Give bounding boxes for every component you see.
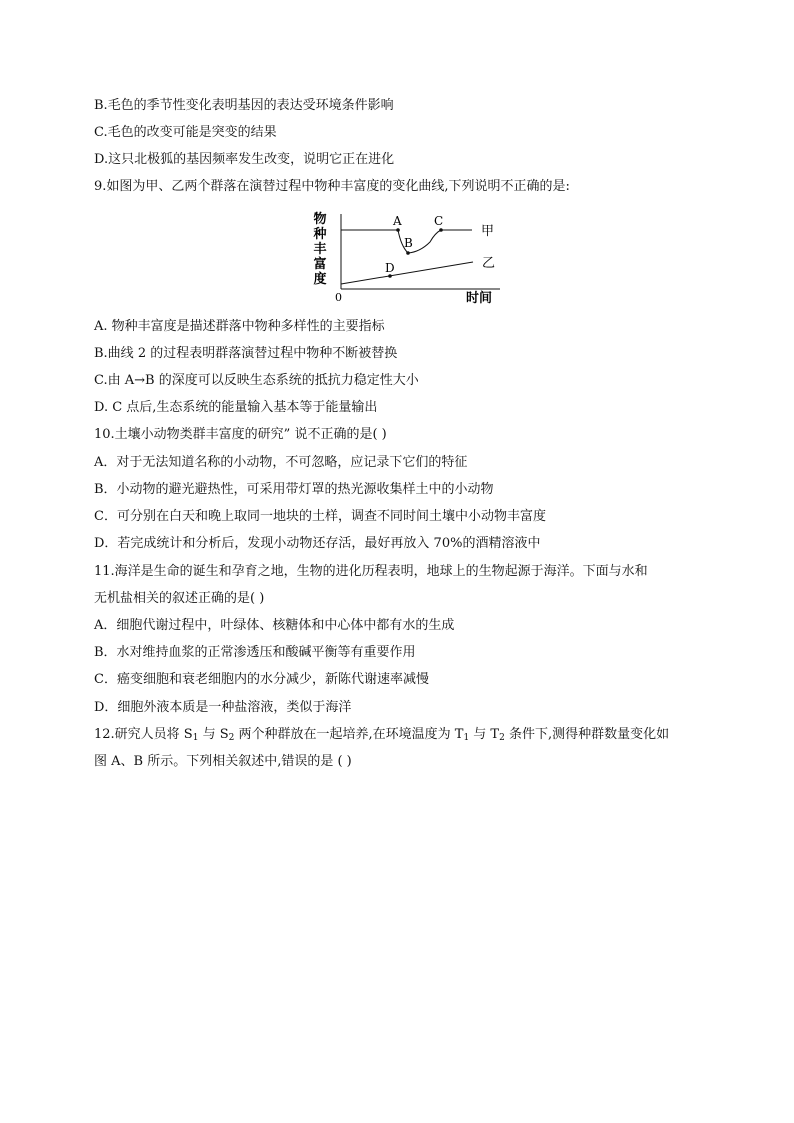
y-label-char: 富 (313, 257, 327, 272)
point-d-label: D (385, 261, 395, 275)
point-c-label: C (434, 214, 444, 228)
y-label-char: 丰 (313, 242, 327, 257)
richness-curve-svg (300, 206, 520, 306)
option-a-q9: A. 物种丰富度是描述群落中物种多样性的主要指标 (94, 319, 385, 334)
q12-subscript: 1 (463, 733, 470, 743)
option-d-q11: D．细胞外液本质是一种盐溶液，类似于海洋 (94, 700, 352, 715)
q12-subscript: 1 (192, 733, 199, 743)
option-b-q8: B.毛色的季节性变化表明基因的表达受环境条件影响 (94, 98, 394, 113)
point-a-label: A (393, 214, 402, 228)
option-a-q10: A．对于无法知道名称的小动物，不可忽略，应记录下它们的特征 (94, 455, 468, 470)
q12-text: 与 S (198, 727, 229, 742)
q12-text: 两个种群放在一起培养,在环境温度为 T (234, 727, 464, 742)
y-label-char: 种 (313, 227, 327, 242)
option-d-q8: D.这只北极狐的基因频率发生改变，说明它正在进化 (94, 152, 395, 167)
curve-yi-label: 乙 (482, 256, 496, 271)
x-axis-label: 时间 (466, 291, 493, 306)
option-b-q11: B．水对维持血浆的正常渗透压和酸碱平衡等有重要作用 (94, 645, 416, 660)
origin-label: 0 (335, 291, 342, 304)
question-10: 10.土壤小动物类群丰富度的研究” 说不正确的是( ) (94, 427, 387, 442)
question-12-line-2: 图 A、B 所示。下列相关叙述中,错误的是 ( ) (94, 754, 352, 769)
question-11-line-2: 无机盐相关的叙述正确的是( ) (94, 591, 265, 606)
option-c-q11: C．癌变细胞和衰老细胞内的水分减少，新陈代谢速率减慢 (94, 672, 429, 687)
y-label-char: 物 (313, 212, 327, 227)
point-b-label: B (404, 236, 413, 250)
option-b-q9: B.曲线 2 的过程表明群落演替过程中物种不断被替换 (94, 346, 398, 361)
option-c-q9: C.由 A→B 的深度可以反映生态系统的抵抗力稳定性大小 (94, 373, 419, 388)
option-a-q11: A．细胞代谢过程中，叶绿体、核糖体和中心体中都有水的生成 (94, 618, 455, 633)
q12-text: 与 T (469, 727, 500, 742)
option-d-q9: D. C 点后,生态系统的能量输入基本等于能量输出 (94, 400, 378, 415)
curve-jia-label: 甲 (481, 224, 495, 239)
question-9: 9.如图为甲、乙两个群落在演替过程中物种丰富度的变化曲线,下列说明不正确的是: (94, 179, 570, 194)
q12-subscript: 2 (499, 733, 505, 743)
question-12-line-1 (94, 725, 669, 748)
point-b-dot (406, 251, 410, 255)
curve-yi (341, 262, 473, 284)
option-c-q10: C．可分别在白天和晚上取同一地块的土样，调查不同时间土壤中小动物丰富度 (94, 509, 546, 524)
q12-text: 条件下,测得种群数量变化如 (504, 727, 670, 742)
q12-subscript: 2 (228, 733, 235, 743)
option-b-q10: B．小动物的避光避热性，可采用带灯罩的热光源收集样土中的小动物 (94, 482, 494, 497)
option-c-q8: C.毛色的改变可能是突变的结果 (94, 125, 277, 140)
question-11-line-1: 11.海洋是生命的诞生和孕育之地，生物的进化历程表明，地球上的生物起源于海洋。下面与水和 (94, 564, 648, 579)
point-c-dot (439, 228, 443, 232)
richness-curve-figure (300, 206, 520, 306)
q12-text: 12.研究人员将 S (94, 727, 193, 742)
option-d-q10: D．若完成统计和分析后，发现小动物还存活，最好再放入 70%的酒精溶液中 (94, 536, 541, 551)
y-label-char: 度 (313, 272, 327, 287)
point-a-dot (396, 228, 400, 232)
